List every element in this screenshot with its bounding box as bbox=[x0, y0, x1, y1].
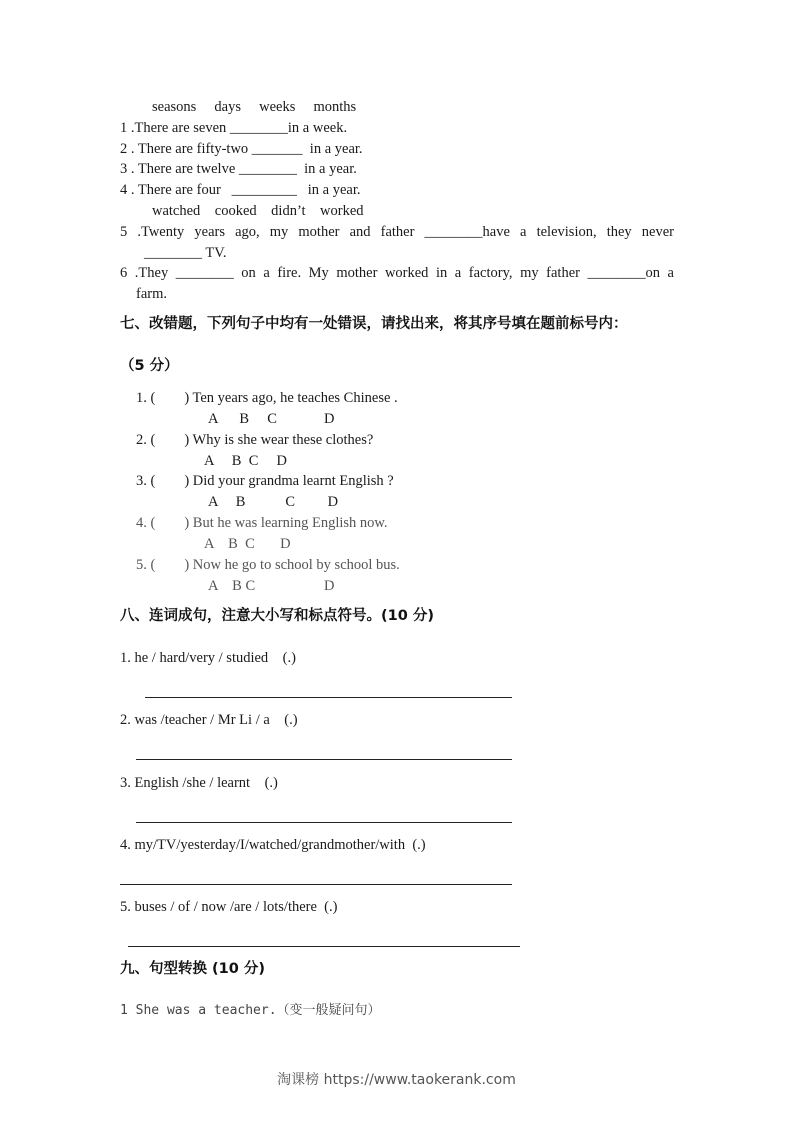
error-question-5-options: A B C D bbox=[208, 578, 335, 594]
section-8-heading: 八、连词成句，注意大小写和标点符号。(10 分) bbox=[120, 608, 434, 624]
error-question-5: 5. ( ) Now he go to school by school bus. bbox=[136, 557, 400, 573]
reorder-question-4: 4. my/TV/yesterday/I/watched/grandmother/with (.) bbox=[120, 837, 426, 853]
fill-question-4: 4 . There are four _________ in a year. bbox=[120, 182, 361, 198]
error-question-3-options: A B C D bbox=[208, 494, 339, 510]
error-question-4-options: A B C D bbox=[204, 536, 291, 552]
answer-line-3[interactable] bbox=[136, 822, 512, 823]
reorder-question-2: 2. was /teacher / Mr Li / a (.) bbox=[120, 712, 298, 728]
error-question-1-options: A B C D bbox=[208, 411, 335, 427]
error-question-2-options: A B C D bbox=[204, 453, 287, 469]
answer-line-2[interactable] bbox=[136, 759, 512, 760]
error-question-1: 1. ( ) Ten years ago, he teaches Chinese . bbox=[136, 390, 398, 406]
section-9-heading: 九、句型转换 (10 分) bbox=[120, 961, 266, 977]
reorder-question-5: 5. buses / of / now /are / lots/there (.) bbox=[120, 899, 338, 915]
answer-line-4[interactable] bbox=[120, 884, 512, 885]
error-question-2: 2. ( ) Why is she wear these clothes? bbox=[136, 432, 374, 448]
fill-question-2: 2 . There are fifty-two _______ in a year. bbox=[120, 141, 363, 157]
reorder-question-3: 3. English /she / learnt (.) bbox=[120, 775, 278, 791]
section-7-score: （5 分） bbox=[120, 358, 179, 374]
footer-watermark: 淘课榜 https://www.taokerank.com bbox=[277, 1072, 516, 1088]
error-question-3: 3. ( ) Did your grandma learnt English ? bbox=[136, 473, 394, 489]
section-7-heading: 七、改错题，下列句子中均有一处错误，请找出来，将其序号填在题前标号内： bbox=[120, 316, 628, 332]
fill-question-5-line1: 5 .Twenty years ago, my mother and father ________have a television, they never bbox=[120, 224, 674, 240]
reorder-question-1: 1. he / hard/very / studied (.) bbox=[120, 650, 296, 666]
fill-question-5-line2: ________ TV. bbox=[144, 245, 227, 261]
fill-question-6-line2: farm. bbox=[136, 286, 167, 302]
fill-question-1: 1 .There are seven ________in a week. bbox=[120, 120, 348, 136]
error-question-4: 4. ( ) But he was learning English now. bbox=[136, 515, 388, 531]
answer-line-5[interactable] bbox=[128, 946, 520, 947]
word-bank-1: seasons days weeks months bbox=[152, 99, 357, 115]
fill-question-6-line1: 6 .They ________ on a fire. My mother worked in a factory, my father ________on a bbox=[120, 265, 674, 281]
answer-line-1[interactable] bbox=[145, 697, 512, 698]
transform-question-1: 1 She was a teacher.（变一般疑问句） bbox=[120, 1003, 381, 1018]
fill-question-3: 3 . There are twelve ________ in a year. bbox=[120, 161, 357, 177]
word-bank-2: watched cooked didn’t worked bbox=[152, 203, 364, 219]
